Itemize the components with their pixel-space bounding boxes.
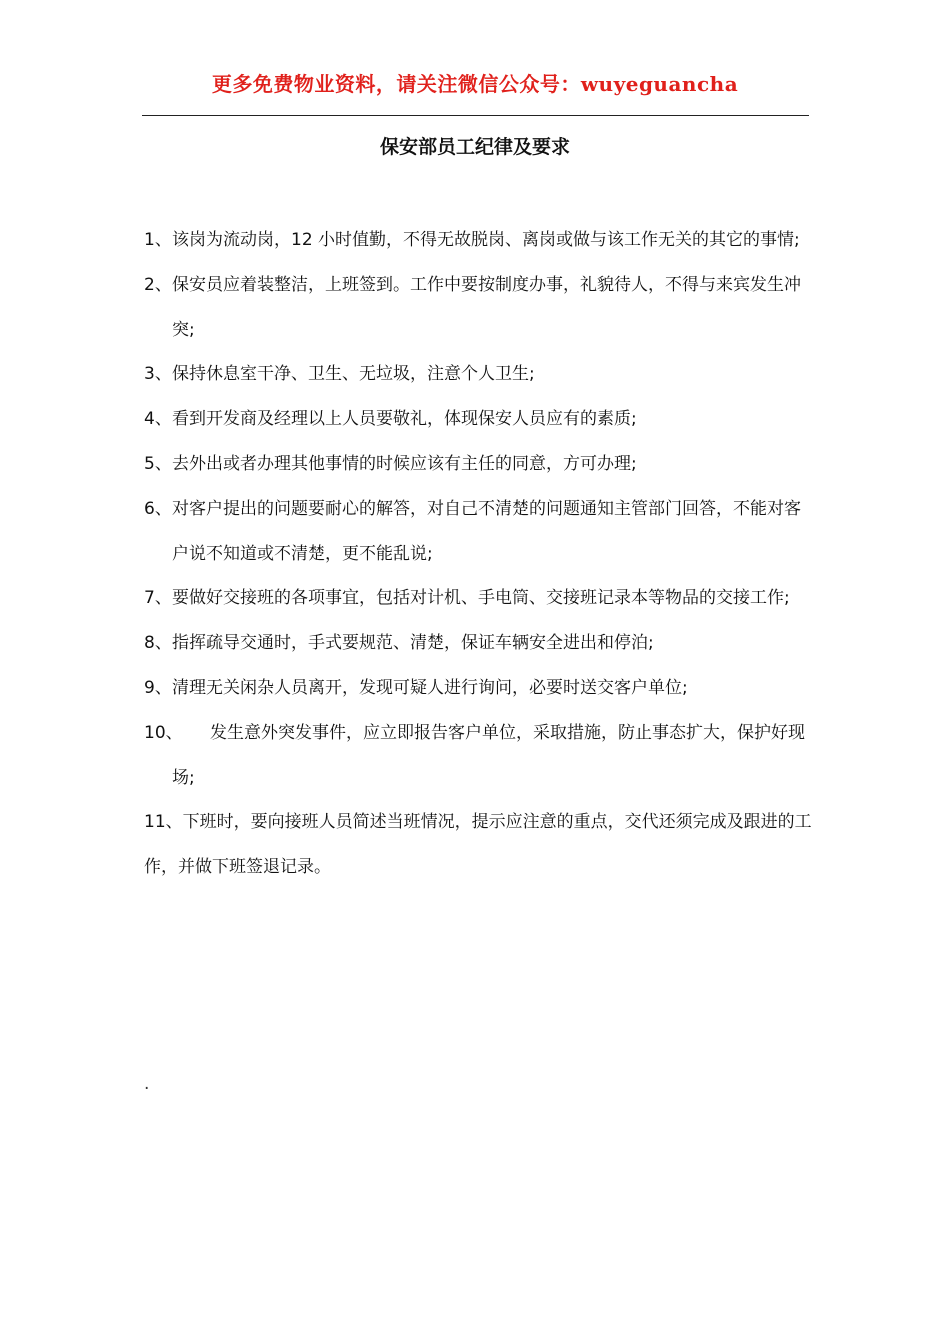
item-number: 8、 bbox=[144, 633, 172, 654]
item-text: 该岗为流动岗，12 小时值勤，不得无故脱岗、离岗或做与该工作无关的其它的事情; bbox=[172, 230, 800, 250]
item-text: 保持休息室干净、卫生、无垃圾，注意个人卫生; bbox=[172, 364, 535, 385]
list-item bbox=[144, 352, 812, 397]
list-item bbox=[144, 442, 812, 487]
item-number: 11、 bbox=[144, 812, 183, 833]
item-text: 发生意外突发事件，应立即报告客户单位，采取措施，防止事态扩大，保护好现场; bbox=[172, 722, 805, 788]
item-number: 10、 bbox=[144, 722, 183, 743]
item-number: 7、 bbox=[144, 588, 172, 609]
list-item bbox=[144, 263, 812, 353]
item-number: 1、 bbox=[144, 230, 172, 250]
item-text: 要做好交接班的各项事宜，包括对计机、手电筒、交接班记录本等物品的交接工作; bbox=[172, 588, 790, 609]
trailing-mark: . bbox=[144, 1074, 150, 1094]
item-text: 去外出或者办理其他事情的时候应该有主任的同意，方可办理; bbox=[172, 453, 637, 474]
promo-banner: 更多免费物业资料，请关注微信公众号：wuyeguancha bbox=[211, 72, 739, 96]
header-divider bbox=[142, 115, 809, 116]
rules-list bbox=[144, 218, 812, 890]
item-text: 指挥疏导交通时，手式要规范、清楚，保证车辆安全进出和停泊; bbox=[172, 633, 654, 654]
list-item bbox=[144, 487, 812, 577]
list-item bbox=[144, 666, 812, 711]
item-text: 对客户提出的问题要耐心的解答，对自己不清楚的问题通知主管部门回答，不能对客户说不知道或不清楚，更不能乱说; bbox=[172, 498, 801, 564]
list-item bbox=[144, 711, 812, 801]
item-number: 4、 bbox=[144, 409, 172, 430]
item-number: 6、 bbox=[144, 498, 172, 519]
list-item bbox=[144, 397, 812, 442]
item-number: 2、 bbox=[144, 274, 172, 295]
item-text: 下班时，要向接班人员简述当班情况，提示应注意的重点，交代还须完成及跟进的工作，并做下班签退记录。 bbox=[144, 812, 812, 878]
item-number: 5、 bbox=[144, 453, 172, 474]
item-number: 3、 bbox=[144, 364, 172, 385]
list-item bbox=[144, 218, 812, 263]
item-text: 看到开发商及经理以上人员要敬礼，体现保安人员应有的素质; bbox=[172, 409, 637, 430]
item-text: 清理无关闲杂人员离开，发现可疑人进行询问，必要时送交客户单位; bbox=[172, 677, 688, 698]
list-item bbox=[144, 800, 812, 890]
document-title: 保安部员工纪律及要求 bbox=[379, 136, 570, 158]
list-item bbox=[144, 576, 812, 621]
item-text: 保安员应着装整洁，上班签到。工作中要按制度办事，礼貌待人，不得与来宾发生冲突; bbox=[172, 274, 801, 340]
item-number: 9、 bbox=[144, 677, 172, 698]
list-item bbox=[144, 621, 812, 666]
